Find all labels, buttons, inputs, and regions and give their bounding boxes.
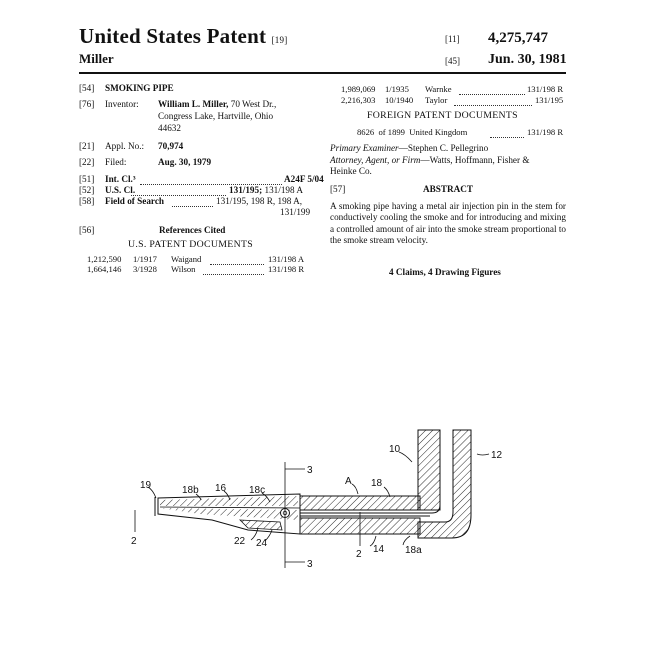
int-cl-value: A24F 5/04 [284,174,324,184]
ref-label-A: A [345,476,352,487]
ref-label-2-left: 2 [131,536,137,547]
field-76-code: [76] [79,99,95,109]
field-51-code: [51] [79,174,95,184]
pipe-stem [155,494,300,534]
us-cl-label: U.S. Cl. [105,185,136,195]
us-docs-title: U.S. PATENT DOCUMENTS [128,239,253,250]
ref-label-22: 22 [234,536,246,547]
us-ref-class: 131/198 R [268,264,305,274]
ref-label-18c: 18c [249,485,266,496]
ref-label-24: 24 [256,538,268,549]
ref-label-2-bottom: 2 [356,549,362,560]
ref-label-16: 16 [215,483,227,494]
ref-label-18a: 18a [405,545,422,556]
inventor-line-2: Congress Lake, Hartville, Ohio [158,111,274,121]
pipe-shank [300,496,430,534]
us-cl-value: 131/195; 131/198 A [229,185,304,195]
ref-label-3-top: 3 [307,465,313,476]
us-ref-row: 1,664,146 3/1928 Wilson [87,264,196,274]
filed-label: Filed: [105,157,127,167]
ref-label-14: 14 [373,544,385,555]
field-of-search-value: 131/195, 198 R, 198 A, [216,196,303,206]
inventor-label: Inventor: [105,99,139,109]
field-of-search-label: Field of Search [105,196,165,206]
ref-label-12: 12 [491,450,503,461]
field-21-code: [21] [79,141,95,151]
ref-label-18b: 18b [182,485,199,496]
issue-date-code: [45] [445,56,460,66]
us-ref-class: 131/198 R [527,84,564,94]
us-ref-row: 1,989,069 1/1935 Warnke [341,84,452,94]
ref-label-18: 18 [371,478,383,489]
field-57-code: [57] [330,184,346,194]
us-ref-row: 2,216,303 10/1940 Taylor [341,95,448,105]
int-cl-label: Int. Cl.³ [105,174,136,184]
ref-label-3-bottom: 3 [307,559,313,570]
abstract-text: A smoking pipe having a metal air injection pin in the stem for conductively cooling the smoke and for introducing and mixing a controlled amount of air into the smoke stream proportional to the smoke stream velocity. [330,201,566,245]
attorney-line-2: Heinke Co. [330,166,372,176]
patent-number-code: [11] [445,34,460,44]
ref-label-19: 19 [140,480,152,491]
filed-value: Aug. 30, 1979 [158,157,212,167]
foreign-ref-class: 131/198 R [527,127,564,137]
field-22-code: [22] [79,157,95,167]
inventor-line-3: 44632 [158,123,181,133]
us-ref-row: 1,212,590 1/1917 Waigand [87,254,202,264]
attorney: Attorney, Agent, or Firm—Watts, Hoffmann, Fisher & [330,155,530,165]
primary-examiner: Primary Examiner—Stephen C. Pellegrino [330,143,489,153]
foreign-ref-row: 8626 of 1899 United Kingdom [357,127,468,137]
field-54-code: [54] [79,83,95,93]
us-ref-class: 131/198 A [268,254,305,264]
ref-label-10: 10 [389,444,401,455]
foreign-docs-title: FOREIGN PATENT DOCUMENTS [367,110,518,121]
field-58-code: [58] [79,196,95,206]
field-52-code: [52] [79,185,95,195]
patent-number: 4,275,747 [488,30,548,46]
appl-no-value: 70,974 [158,141,184,151]
field-of-search-value-2: 131/199 [280,207,311,217]
appl-no-label: Appl. No.: [105,141,145,151]
issue-date: Jun. 30, 1981 [488,52,567,67]
inventor-name: William L. Miller, [158,99,229,109]
invention-title: SMOKING PIPE [105,83,174,93]
patent-country-title: United States Patent [19] [79,24,288,48]
inventor-surname: Miller [79,51,114,66]
field-56-code: [56] [79,225,95,235]
us-ref-class: 131/195 [535,95,564,105]
claims-summary: 4 Claims, 4 Drawing Figures [389,267,501,277]
abstract-title: ABSTRACT [423,184,474,194]
country-code: [19] [271,35,288,45]
references-cited-title: References Cited [159,225,226,235]
inventor-street: 70 West Dr., [230,99,277,109]
